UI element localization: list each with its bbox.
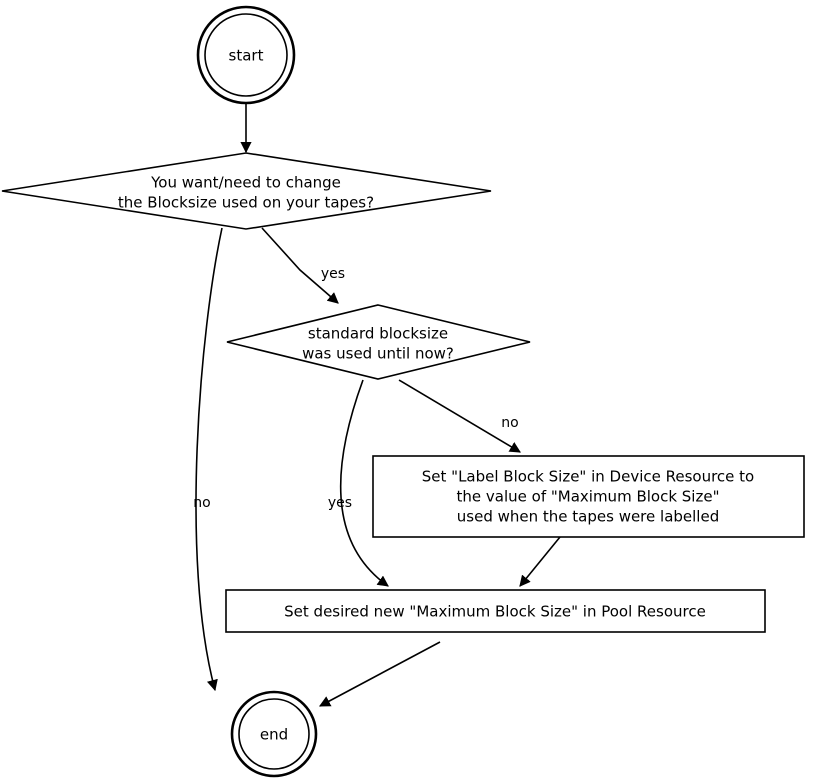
- node-process-pool[interactable]: [226, 590, 765, 632]
- edge-pool-to-end: [320, 642, 440, 706]
- edge-label-change-yes: yes: [320, 266, 346, 282]
- node-process-pool-line1: Set desired new "Maximum Block Size" in Pool Resource: [284, 602, 706, 621]
- node-process-label-block-line1: Set "Label Block Size" in Device Resource to: [421, 467, 755, 486]
- node-start-label: start: [228, 46, 264, 65]
- node-decision-change[interactable]: [2, 153, 491, 229]
- node-end-label: end: [259, 725, 289, 744]
- edge-label-block-to-pool: [520, 537, 560, 586]
- edge-label-standard-yes: yes: [327, 495, 353, 511]
- node-decision-standard[interactable]: [227, 305, 530, 379]
- node-decision-standard-line1: standard blocksize: [307, 324, 449, 343]
- node-start[interactable]: [198, 7, 294, 103]
- node-process-label-block[interactable]: [373, 456, 804, 537]
- edge-change-yes: [262, 228, 345, 303]
- node-decision-change-line2: the Blocksize used on your tapes?: [117, 193, 375, 212]
- node-decision-change-line1: You want/need to change: [151, 173, 341, 192]
- edge-change-no: [193, 228, 222, 690]
- node-decision-standard-line2: was used until now?: [302, 344, 454, 363]
- node-end[interactable]: [232, 692, 316, 776]
- edge-label-change-no: no: [193, 495, 211, 511]
- edge-standard-no: [399, 380, 520, 452]
- edge-label-standard-no: no: [501, 415, 519, 431]
- node-process-label-block-line3: used when the tapes were labelled: [456, 507, 720, 526]
- node-process-label-block-line2: the value of "Maximum Block Size": [456, 487, 720, 506]
